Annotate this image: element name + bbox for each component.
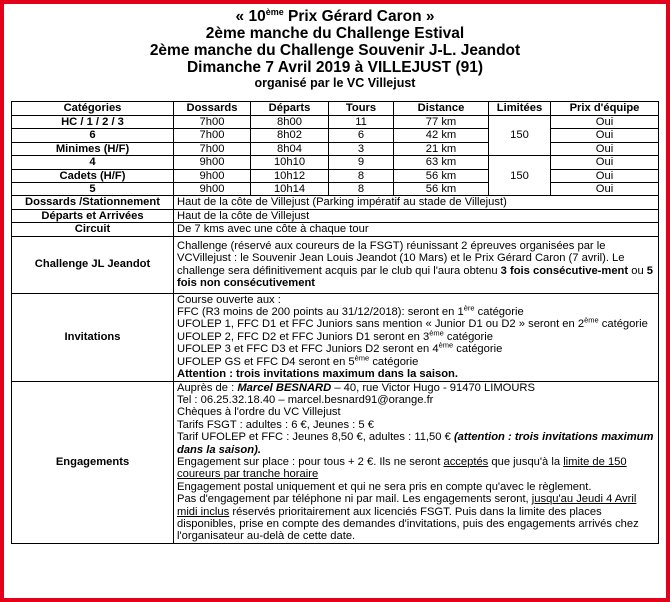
engagement-tarif-ufolep: Tarif UFOLEP et FFC : Jeunes 8,50 €, adultes : 11,50 € (attention : trois invitations maximum dans la saison).: [177, 431, 654, 456]
tours-cell: 9: [329, 156, 394, 169]
distance-cell: 77 km: [394, 116, 489, 129]
engagement-tarifs-fsgt: Tarifs FSGT : adultes : 6 €, Jeunes : 5 €: [177, 418, 374, 431]
event-date-line: Dimanche 7 Avril 2019 à VILLEJUST (91): [186, 59, 484, 76]
engagement-cheques: Chèques à l'ordre du VC Villejust: [177, 406, 341, 419]
departs-cell: 8h04: [251, 142, 329, 155]
event-header: [4, 8, 666, 91]
invitations-intro: Course ouverte aux :: [177, 293, 281, 306]
prix-cell: Oui: [551, 183, 659, 196]
challenge-row: [12, 236, 659, 293]
departs-cell: 8h02: [251, 129, 329, 142]
category-cell: 6: [12, 129, 174, 142]
category-cell: 5: [12, 183, 174, 196]
departs-cell: 10h12: [251, 169, 329, 182]
invitation-line: UFOLEP 1, FFC D1 et FFC Juniors sans mention « Junior D1 ou D2 » seront en 2ème catégorie: [177, 315, 648, 331]
departs-arrivees-row: [12, 209, 659, 222]
col-header-limitees: Limitées: [489, 102, 551, 116]
limitees-cell: 150: [489, 116, 551, 156]
circuit-label: Circuit: [12, 223, 174, 236]
engagements-text: [174, 381, 659, 543]
departs-cell: 10h10: [251, 156, 329, 169]
invitation-line: UFOLEP GS et FFC D4 seront en 5ème catégorie: [177, 352, 419, 368]
dossards-cell: 7h00: [174, 116, 251, 129]
prix-cell: Oui: [551, 169, 659, 182]
col-header-tours: Tours: [329, 102, 394, 116]
prix-title: « 10ème Prix Gérard Caron »: [235, 6, 435, 25]
departs-cell: 8h00: [251, 116, 329, 129]
dossards-stationnement-text: Haut de la côte de Villejust (Parking impératif au stade de Villejust): [174, 196, 659, 209]
dossards-cell: 9h00: [174, 169, 251, 182]
engagement-contact: Auprès de : Marcel BESNARD – 40, rue Victor Hugo - 91470 LIMOURS: [177, 381, 535, 394]
table-row: [12, 129, 659, 142]
prix-cell: Oui: [551, 156, 659, 169]
dossards-cell: 7h00: [174, 142, 251, 155]
distance-cell: 56 km: [394, 169, 489, 182]
engagement-postal: Engagement postal uniquement et qui ne sera pris en compte qu'avec le règlement.: [177, 480, 592, 493]
col-header-prix-equipe: Prix d'équipe: [551, 102, 659, 116]
limitees-cell: 150: [489, 156, 551, 196]
category-cell: Minimes (H/F): [12, 142, 174, 155]
tours-cell: 11: [329, 116, 394, 129]
col-header-distance: Distance: [394, 102, 489, 116]
tours-cell: 6: [329, 129, 394, 142]
dossards-cell: 7h00: [174, 129, 251, 142]
invitation-line: UFOLEP 2, FFC D2 et FFC Juniors D1 seront en 3ème catégorie: [177, 328, 493, 343]
engagement-deadline: Pas d'engagement par téléphone ni par mail. Les engagements seront, jusqu'au Jeudi 4 Avril midi inclus réservés prioritairement aux licenciés FSGT. Puis dans la limite des places disponibles, prise en compte des demandes d'invitations, puis des engagements arrivés chez l'organisateur au-delà de cette date.: [177, 493, 639, 543]
challenge-souvenir-line: 2ème manche du Challenge Souvenir J-L. Jeandot: [149, 42, 521, 59]
table-row: [12, 169, 659, 182]
engagement-sur-place: Engagement sur place : pour tous + 2 €. Ils ne seront acceptés que jusqu'à la limite de 150 coureurs par tranche horaire: [177, 455, 627, 481]
col-header-categories: Catégories: [12, 102, 174, 116]
invitations-text: [174, 293, 659, 381]
challenge-label: Challenge JL Jeandot: [12, 236, 174, 293]
invitation-line: FFC (R3 moins de 200 points au 31/12/2018): seront en 1ère catégorie: [177, 303, 524, 319]
challenge-estival-line: 2ème manche du Challenge Estival: [205, 25, 465, 42]
engagements-row: [12, 381, 659, 543]
category-cell: HC / 1 / 2 / 3: [12, 116, 174, 129]
col-header-dossards: Dossards: [174, 102, 251, 116]
dossards-stationnement-label: Dossards /Stationnement: [12, 196, 174, 209]
tours-cell: 3: [329, 142, 394, 155]
prix-cell: Oui: [551, 129, 659, 142]
distance-cell: 42 km: [394, 129, 489, 142]
distance-cell: 21 km: [394, 142, 489, 155]
invitations-label: Invitations: [12, 293, 174, 381]
table-row: [12, 156, 659, 169]
engagements-label: Engagements: [12, 381, 174, 543]
dossards-cell: 9h00: [174, 183, 251, 196]
invitations-row: [12, 293, 659, 381]
distance-cell: 56 km: [394, 183, 489, 196]
circuit-row: [12, 223, 659, 236]
table-row: [12, 142, 659, 155]
table-row: [12, 183, 659, 196]
organizer-line: organisé par le VC Villejust: [254, 76, 416, 90]
challenge-text: Challenge (réservé aux coureurs de la FSGT) réunissant 2 épreuves organisées par le VCVillejust : le Souvenir Jean Louis Jeandot (10 Mars) et le Prix Gérard Caron (7 avril). Le challenge sera définitivement acquis par le club qui l'aura obtenu 3 fois consécutive-ment ou 5 fois non consécutivement: [174, 236, 659, 293]
departs-cell: 10h14: [251, 183, 329, 196]
prix-cell: Oui: [551, 142, 659, 155]
tours-cell: 8: [329, 183, 394, 196]
dossards-stationnement-row: [12, 196, 659, 209]
table-row: [12, 116, 659, 129]
table-header-row: [12, 102, 659, 116]
category-cell: 4: [12, 156, 174, 169]
invitation-line: UFOLEP 3 et FFC D3 et FFC Juniors D2 seront en 4ème catégorie: [177, 340, 503, 356]
category-cell: Cadets (H/F): [12, 169, 174, 182]
dossards-cell: 9h00: [174, 156, 251, 169]
race-info-table: [11, 101, 659, 544]
prix-cell: Oui: [551, 116, 659, 129]
engagement-tel-email: Tel : 06.25.32.18.40 – marcel.besnard91@orange.fr: [177, 393, 434, 406]
circuit-text: De 7 kms avec une côte à chaque tour: [174, 223, 659, 236]
tours-cell: 8: [329, 169, 394, 182]
distance-cell: 63 km: [394, 156, 489, 169]
departs-arrivees-label: Départs et Arrivées: [12, 209, 174, 222]
col-header-departs: Départs: [251, 102, 329, 116]
invitations-attention: Attention : trois invitations maximum dans la saison.: [177, 368, 458, 381]
departs-arrivees-text: Haut de la côte de Villejust: [174, 209, 659, 222]
